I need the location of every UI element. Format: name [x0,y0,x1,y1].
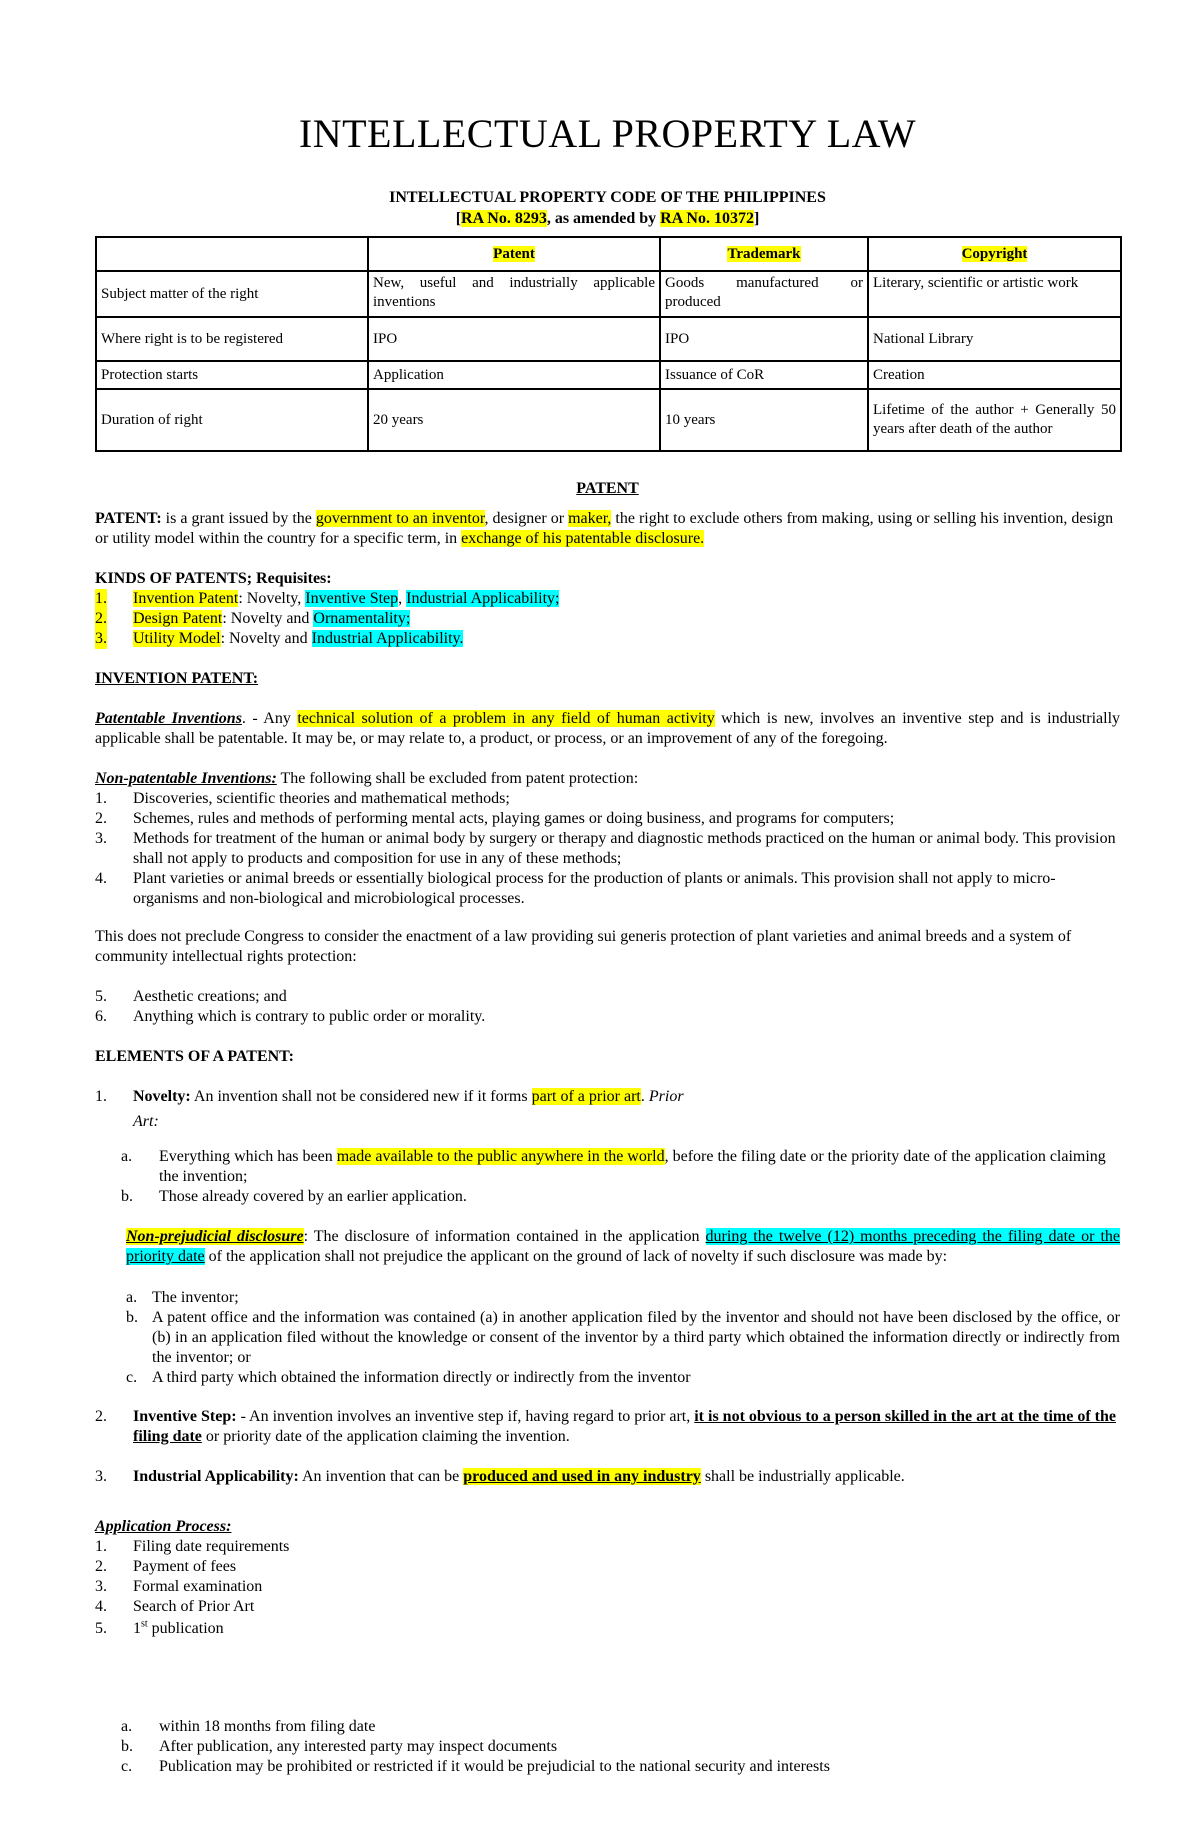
ra-reference [95,209,1120,229]
cell-patent: IPO [368,317,660,361]
disclosure-items [126,1288,1120,1388]
table-header-patent: Patent [368,237,660,271]
patentable-inventions: Patentable Inventions. - Any technical solution of a problem in any field of human activity which is new, involves an inventive step and is industrially applicable shall be patentable. It may be, or may relate to, a product, or process, or an improvement of any of the foregoing. [95,710,1121,747]
comparison-table [95,236,1122,452]
application-heading: Application Process: [95,1518,232,1535]
row-label: Subject matter of the right [96,271,368,317]
list-item: 1. Novelty: An invention shall not be considered new if it forms part of a prior art. Prior [95,1088,684,1105]
table-header-copyright: Copyright [868,237,1121,271]
prior-art-list [121,1147,1120,1207]
list-item: 3. Methods for treatment of the human or animal body by surgery or therapy and diagnostic methods practiced on the human or animal body. This provision shall not apply to products and composition for use in any of these methods; [95,830,1116,867]
list-item: 4. Plant varieties or animal breeds or essentially biological process for the production of plants or animals. This provision shall not apply to micro-organisms and non-biological and microbiological processes. [95,870,1056,907]
cell-patent: New, useful and industrially applicable inventions [368,271,660,317]
table-row [96,271,1121,317]
ra-amended-text: , as amended by [546,210,661,227]
list-item: 5. Aesthetic creations; and [95,988,287,1005]
cell-trademark: IPO [660,317,868,361]
prior-art-items [121,1147,1120,1207]
publication-list [121,1717,1120,1777]
publication-sub-items [121,1717,1120,1777]
cell-patent: Application [368,361,660,389]
cell-copyright: Literary, scientific or artistic work [868,271,1121,317]
cell-trademark: Issuance of CoR [660,361,868,389]
inventive-step-list [95,1407,1120,1447]
non-prejudicial-disclosure: Non-prejudicial disclosure: The disclosure of information contained in the application during the twelve (12) months preceding the filing date or the priority date of the application shall not prejudice the applicant on the ground of lack of novelty if such disclosure was made by: [126,1228,1121,1265]
list-item: a. Everything which has been made available to the public anywhere in the world, before the filing date or the priority date of the application claiming the invention; [121,1148,1106,1185]
elements-heading: ELEMENTS OF A PATENT: [95,1048,294,1065]
code-title: INTELLECTUAL PROPERTY CODE OF THE PHILIPPINES [389,189,826,206]
ra-bracket-open: [ [455,210,462,227]
non-patentable-list [95,789,1120,909]
patent-heading: PATENT [576,480,639,497]
list-item: a. The inventor; [126,1289,239,1306]
row-label: Duration of right [96,389,368,451]
ra-bracket-close: ] [753,210,760,227]
list-item: b. A patent office and the information was contained (a) in another application filed by the inventor and should not have been disclosed by the office, or (b) in an application filed without the knowledge or consent of the inventor by a third party which obtained the information directly or indirectly from the inventor; or [126,1309,1120,1366]
list-item: 2. Payment of fees [95,1558,237,1575]
list-item: 1. Invention Patent: Novelty, Inventive Step, Industrial Applicability; [95,590,560,607]
row-label: Protection starts [96,361,368,389]
application-process [95,1517,1120,1639]
table-header-empty [96,237,368,271]
ra-10372: RA No. 10372 [660,210,754,227]
table-row [96,361,1121,389]
list-item: 1. Discoveries, scientific theories and mathematical methods; [95,790,510,807]
list-item: 6. Anything which is contrary to public order or morality. [95,1008,486,1025]
preclude-paragraph: This does not preclude Congress to consider the enactment of a law providing sui generis protection of plant varieties and animal breeds and a system of community intellectual rights protection: [95,928,1072,965]
list-item: 3. Utility Model: Novelty and Industrial Applicability. [95,630,464,647]
novelty-list [95,1087,1120,1107]
non-patentable-inventions: Non-patentable Inventions: The following shall be excluded from patent protection: 1. Discoveries, scientific theories and mathematical methods; 2. Schemes, rules and methods of performing mental acts, playing games or doing business, and programs for computers; 3. Methods for treatment of the human or animal body by surgery or therapy and diagnostic methods practiced on the human or animal body. This provision shall not apply to products and composition for use in any of these methods; 4. Plant varieties or animal breeds or essentially biological process for the production of plants or animals. This provision shall not apply to micro-organisms and non-biological and microbiological processes. [95,769,1120,909]
list-item: 2. Inventive Step: - An invention involves an inventive step if, having regard to prior art, it is not obvious to a person skilled in the art at the time of the filing date or priority date of the application claiming the invention. [95,1408,1117,1445]
more-exclusions-list [95,987,1120,1027]
list-item: 4. Search of Prior Art [95,1598,255,1615]
list-item: a. within 18 months from filing date [121,1718,376,1735]
cell-copyright: National Library [868,317,1121,361]
industrial-applicability-element [95,1467,1120,1487]
table-row [96,317,1121,361]
novelty-element [95,1087,1120,1132]
table-row [96,389,1121,451]
list-item: 5. 1st publication [95,1618,224,1637]
kinds-list [95,589,1120,649]
prior-art-label: Art: [133,1113,159,1130]
industrial-list [95,1467,1120,1487]
kinds-heading: KINDS OF PATENTS; Requisites: [95,570,332,587]
list-item: 1. Filing date requirements [95,1538,290,1555]
cell-trademark: Goods manufactured or produced [660,271,868,317]
kinds-of-patents [95,569,1120,649]
list-item: 2. Design Patent: Novelty and Ornamentality; [95,610,411,627]
cell-copyright: Lifetime of the author + Generally 50 years after death of the author [868,389,1121,451]
list-item: 3. Formal examination [95,1578,263,1595]
list-item: b. Those already covered by an earlier application. [121,1188,467,1205]
list-item: c. A third party which obtained the information directly or indirectly from the inventor [126,1369,691,1386]
cell-trademark: 10 years [660,389,868,451]
application-list [95,1537,1120,1639]
table-header-trademark: Trademark [660,237,868,271]
list-item: 2. Schemes, rules and methods of performing mental acts, playing games or doing business, and programs for computers; [95,810,895,827]
ra-8293: RA No. 8293 [461,210,547,227]
invention-heading: INVENTION PATENT: [95,670,259,687]
patent-definition: PATENT: is a grant issued by the government to an inventor, designer or maker, the right to exclude others from making, using or selling his invention, design or utility model within the country for a specific term, in exchange of his patentable disclosure. [95,510,1114,547]
document-title: INTELLECTUAL PROPERTY LAW [298,111,917,156]
row-label: Where right is to be registered [96,317,368,361]
list-item: 3. Industrial Applicability: An invention that can be produced and used in any industry shall be industrially applicable. [95,1468,905,1485]
table-header-row [96,237,1121,271]
list-item: c. Publication may be prohibited or restricted if it would be prejudicial to the national security and interests [121,1758,830,1775]
disclosure-list [126,1288,1120,1388]
more-exclusions [95,987,1120,1027]
list-item: b. After publication, any interested party may inspect documents [121,1738,558,1755]
inventive-step-element [95,1407,1120,1447]
cell-copyright: Creation [868,361,1121,389]
cell-patent: 20 years [368,389,660,451]
